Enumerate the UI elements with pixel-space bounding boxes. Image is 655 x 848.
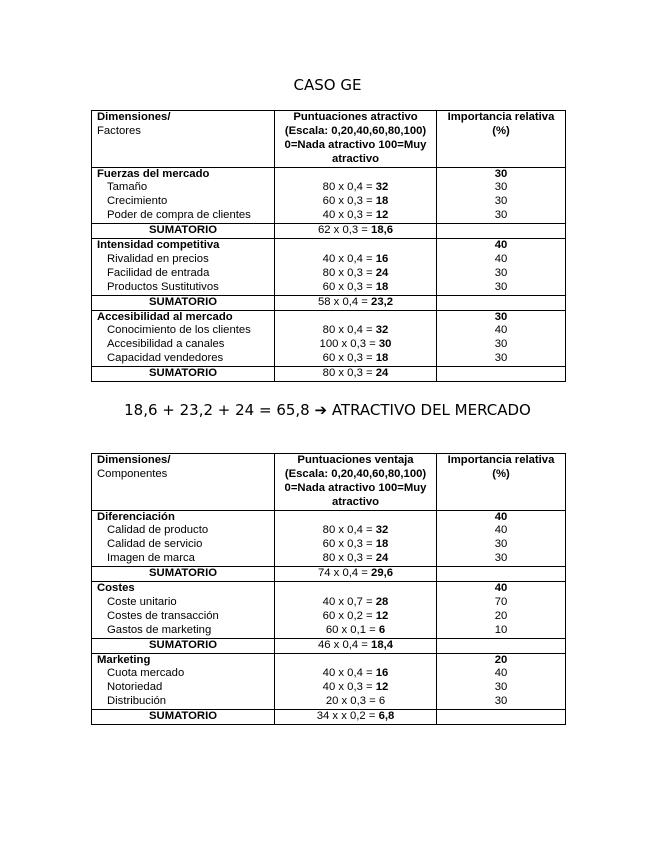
factor-name: Crecimiento [107, 195, 168, 208]
header-importance-line: (%) [492, 124, 510, 137]
sum-calc: 74 x 0,4 = [317, 567, 372, 580]
header-score-line: 0=Nada atractivo 100=Muy [284, 138, 427, 151]
sum-calc: 80 x 0,3 = [322, 367, 376, 380]
factor-calc: 40 x 0,4 = [322, 252, 376, 265]
factor-score [275, 681, 436, 695]
factor-weight: 20 [494, 609, 508, 622]
spacer [275, 239, 436, 253]
factor-calc: 60 x 0,3 = [322, 352, 376, 365]
group-score-cell [275, 239, 437, 296]
factor-result: 6 [378, 623, 386, 636]
group-score-cell [275, 167, 437, 224]
factor-label [97, 552, 274, 566]
header-dimension-cell [92, 111, 275, 168]
factor-result: 12 [375, 681, 389, 694]
market-attractiveness-summary: 18,6 + 23,2 + 24 = 65,8 ➔ ATRACTIVO DEL MERCADO [124, 401, 531, 419]
factor-score [275, 281, 436, 295]
factor-label [97, 695, 274, 709]
factor-calc: 40 x 0,3 = [322, 681, 376, 694]
group-label-cell [92, 582, 275, 639]
factor-score [275, 253, 436, 267]
factor-name: Conocimiento de los clientes [107, 324, 251, 337]
group-weight-cell [437, 167, 566, 224]
factor-name: Imagen de marca [107, 552, 195, 565]
factor-label [97, 253, 274, 267]
factor-calc: 60 x 0,3 = [322, 195, 376, 208]
factor-name: Calidad de producto [107, 524, 209, 537]
factor-weight: 40 [494, 252, 508, 265]
group-weight-cell [437, 510, 566, 567]
factor-weight: 30 [494, 266, 508, 279]
factor-label [97, 524, 274, 538]
header-score-line: (Escala: 0,20,40,60,80,100) [284, 467, 427, 480]
factor-score [275, 181, 436, 195]
factor-name: Coste unitario [107, 595, 177, 608]
header-importance-line: Importancia relativa [447, 454, 555, 466]
factor-name: Rivalidad en precios [107, 252, 209, 265]
market-attractiveness-table [91, 110, 566, 382]
sum-calc: 62 x 0,3 = [317, 224, 372, 237]
header-row [92, 111, 566, 168]
factor-name: Costes de transacción [107, 609, 219, 622]
factor-result: 16 [375, 252, 389, 265]
factor-name: Capacidad vendedores [107, 352, 224, 365]
factor-name: Tamaño [107, 181, 148, 194]
factor-calc: 40 x 0,3 = [322, 209, 376, 222]
group-weight: 30 [494, 310, 508, 323]
factor-weight: 30 [494, 538, 508, 551]
sum-result: 29,6 [371, 567, 394, 580]
header-score-line: Puntuaciones atractivo [293, 111, 418, 123]
factor-result: 18 [375, 538, 389, 551]
factor-weight: 30 [494, 195, 508, 208]
factor-calc: 60 x 0,1 = [325, 623, 379, 636]
header-dimension-sub: Factores [97, 124, 141, 137]
group-weight: 30 [494, 167, 508, 180]
factor-result: 24 [375, 552, 389, 565]
header-score-line: 0=Nada atractivo 100=Muy [284, 481, 427, 494]
factor-label [97, 538, 274, 552]
header-importance-cell [437, 454, 566, 511]
group-name: Accesibilidad al mercado [97, 310, 233, 323]
sum-result: 24 [375, 367, 389, 380]
spacer [275, 582, 436, 596]
group-weight: 40 [494, 239, 508, 252]
factor-weight: 30 [494, 352, 508, 365]
factor-score [275, 195, 436, 209]
factor-calc: 80 x 0,4 = [322, 524, 376, 537]
factor-name: Cuota mercado [107, 667, 185, 680]
group-block [92, 582, 566, 639]
factor-weight: 30 [494, 338, 508, 351]
sum-label: SUMATORIO [92, 295, 275, 310]
competitive-advantage-table [91, 453, 566, 725]
factor-weight: 70 [494, 595, 508, 608]
factor-result: 18 [375, 352, 389, 365]
sum-label: SUMATORIO [92, 638, 275, 653]
group-weight: 40 [494, 510, 508, 523]
factor-label [97, 667, 274, 681]
factor-score [275, 596, 436, 610]
factor-result: 24 [375, 266, 389, 279]
sum-row [92, 295, 566, 310]
header-score-line: atractivo [331, 152, 380, 165]
factor-result: 32 [375, 324, 389, 337]
group-label-cell [92, 239, 275, 296]
group-name: Costes [97, 582, 135, 595]
group-score-cell [275, 310, 437, 367]
spacer [275, 511, 436, 525]
factor-label [97, 352, 274, 366]
group-label-cell [92, 167, 275, 224]
factor-score [275, 524, 436, 538]
factor-score [275, 209, 436, 223]
factor-weight: 40 [494, 524, 508, 537]
factor-name: Accesibilidad a canales [107, 338, 225, 351]
factor-weight: 10 [494, 623, 508, 636]
header-dimension-sub: Componentes [97, 467, 168, 480]
factor-calc: 40 x 0,7 = [322, 595, 376, 608]
sum-weight-cell [437, 367, 566, 382]
factor-label [97, 338, 274, 352]
header-dimension-label: Dimensiones/ [97, 111, 171, 123]
header-importance-line: (%) [492, 467, 510, 480]
factor-calc: 60 x 0,3 = [322, 280, 376, 293]
sum-row [92, 567, 566, 582]
spacer [275, 654, 436, 668]
sum-score-cell [275, 295, 437, 310]
factor-label [97, 681, 274, 695]
document-title: CASO GE [293, 76, 362, 94]
group-weight-cell [437, 310, 566, 367]
factor-score [275, 667, 436, 681]
factor-weight: 30 [494, 552, 508, 565]
factor-name: Gastos de marketing [107, 623, 212, 636]
group-score-cell [275, 653, 437, 710]
group-score-cell [275, 510, 437, 567]
factor-name: Poder de compra de clientes [107, 209, 251, 222]
factor-weight: 40 [494, 667, 508, 680]
sum-label: SUMATORIO [92, 567, 275, 582]
factor-result: 16 [375, 667, 389, 680]
group-weight-cell [437, 239, 566, 296]
sum-calc: 46 x 0,4 = [317, 638, 372, 651]
sum-result: 18,6 [371, 224, 394, 237]
factor-name: Productos Sustitutivos [107, 280, 219, 293]
factor-result: 12 [375, 609, 389, 622]
sum-row [92, 710, 566, 725]
spacer [275, 168, 436, 182]
group-block [92, 239, 566, 296]
header-row [92, 454, 566, 511]
header-score-line: (Escala: 0,20,40,60,80,100) [284, 124, 427, 137]
sum-result: 23,2 [371, 295, 394, 308]
sum-weight-cell [437, 638, 566, 653]
factor-calc: 80 x 0,4 = [322, 324, 376, 337]
factor-label [97, 624, 274, 638]
factor-score [275, 338, 436, 352]
factor-result: 18 [375, 280, 389, 293]
header-importance-cell [437, 111, 566, 168]
group-weight-cell [437, 653, 566, 710]
group-weight: 40 [494, 582, 508, 595]
factor-score [275, 267, 436, 281]
header-score-line: Puntuaciones ventaja [297, 454, 414, 466]
factor-score [275, 624, 436, 638]
factor-weight: 30 [494, 695, 508, 708]
factor-label [97, 195, 274, 209]
sum-row [92, 367, 566, 382]
factor-score [275, 695, 436, 709]
factor-weight: 40 [494, 324, 508, 337]
header-dimension-label: Dimensiones/ [97, 454, 171, 466]
group-block [92, 653, 566, 710]
header-importance-line: Importancia relativa [447, 111, 555, 123]
group-name: Diferenciación [97, 510, 175, 523]
sum-score-cell [275, 638, 437, 653]
sum-weight-cell [437, 710, 566, 725]
factor-label [97, 209, 274, 223]
group-name: Marketing [97, 653, 151, 666]
group-weight: 20 [494, 653, 508, 666]
sum-calc: 34 x x 0,2 = [316, 710, 379, 723]
sum-label: SUMATORIO [92, 367, 275, 382]
factor-result: 30 [378, 338, 392, 351]
factor-weight: 30 [494, 209, 508, 222]
factor-weight: 30 [494, 280, 508, 293]
factor-result: 12 [375, 209, 389, 222]
group-block [92, 310, 566, 367]
group-name: Intensidad competitiva [97, 239, 220, 252]
factor-result: 18 [375, 195, 389, 208]
sum-row [92, 638, 566, 653]
sum-score-cell [275, 367, 437, 382]
factor-label [97, 610, 274, 624]
group-score-cell [275, 582, 437, 639]
factor-score [275, 538, 436, 552]
factor-score [275, 552, 436, 566]
factor-calc: 100 x 0,3 = [319, 338, 379, 351]
sum-label: SUMATORIO [92, 710, 275, 725]
header-score-line: atractivo [331, 495, 380, 508]
header-dimension-cell [92, 454, 275, 511]
sum-score-cell [275, 567, 437, 582]
factor-calc: 40 x 0,4 = [322, 667, 376, 680]
factor-calc: 60 x 0,2 = [322, 609, 376, 622]
factor-weight: 30 [494, 681, 508, 694]
factor-name: Notoriedad [107, 681, 163, 694]
factor-weight: 30 [494, 181, 508, 194]
factor-label [97, 596, 274, 610]
sum-weight-cell [437, 567, 566, 582]
factor-score [275, 352, 436, 366]
header-score-cell [275, 454, 437, 511]
factor-result: 32 [375, 181, 389, 194]
factor-result: 28 [375, 595, 389, 608]
factor-label [97, 181, 274, 195]
group-block [92, 510, 566, 567]
factor-calc: 80 x 0,3 = [322, 552, 376, 565]
group-name: Fuerzas del mercado [97, 167, 210, 180]
factor-score [275, 324, 436, 338]
group-label-cell [92, 510, 275, 567]
group-block [92, 167, 566, 224]
factor-label [97, 281, 274, 295]
sum-result: 6,8 [378, 710, 395, 723]
header-score-cell [275, 111, 437, 168]
sum-weight-cell [437, 224, 566, 239]
group-label-cell [92, 310, 275, 367]
factor-name: Facilidad de entrada [107, 266, 210, 279]
sum-label: SUMATORIO [92, 224, 275, 239]
sum-result: 18,4 [371, 638, 394, 651]
factor-result: 32 [375, 524, 389, 537]
factor-label [97, 324, 274, 338]
table-body [92, 111, 566, 382]
sum-calc: 58 x 0,4 = [317, 295, 372, 308]
sum-score-cell [275, 710, 437, 725]
factor-score [275, 610, 436, 624]
group-weight-cell [437, 582, 566, 639]
factor-calc: 80 x 0,4 = [322, 181, 376, 194]
factor-calc: 60 x 0,3 = [322, 538, 376, 551]
factor-name: Calidad de servicio [107, 538, 203, 551]
factor-calc: 80 x 0,3 = [322, 266, 376, 279]
factor-calc: 20 x 0,3 = 6 [325, 695, 386, 708]
table-body [92, 454, 566, 725]
factor-name: Distribución [107, 695, 167, 708]
sum-score-cell [275, 224, 437, 239]
factor-label [97, 267, 274, 281]
sum-row [92, 224, 566, 239]
sum-weight-cell [437, 295, 566, 310]
group-label-cell [92, 653, 275, 710]
spacer [275, 311, 436, 325]
